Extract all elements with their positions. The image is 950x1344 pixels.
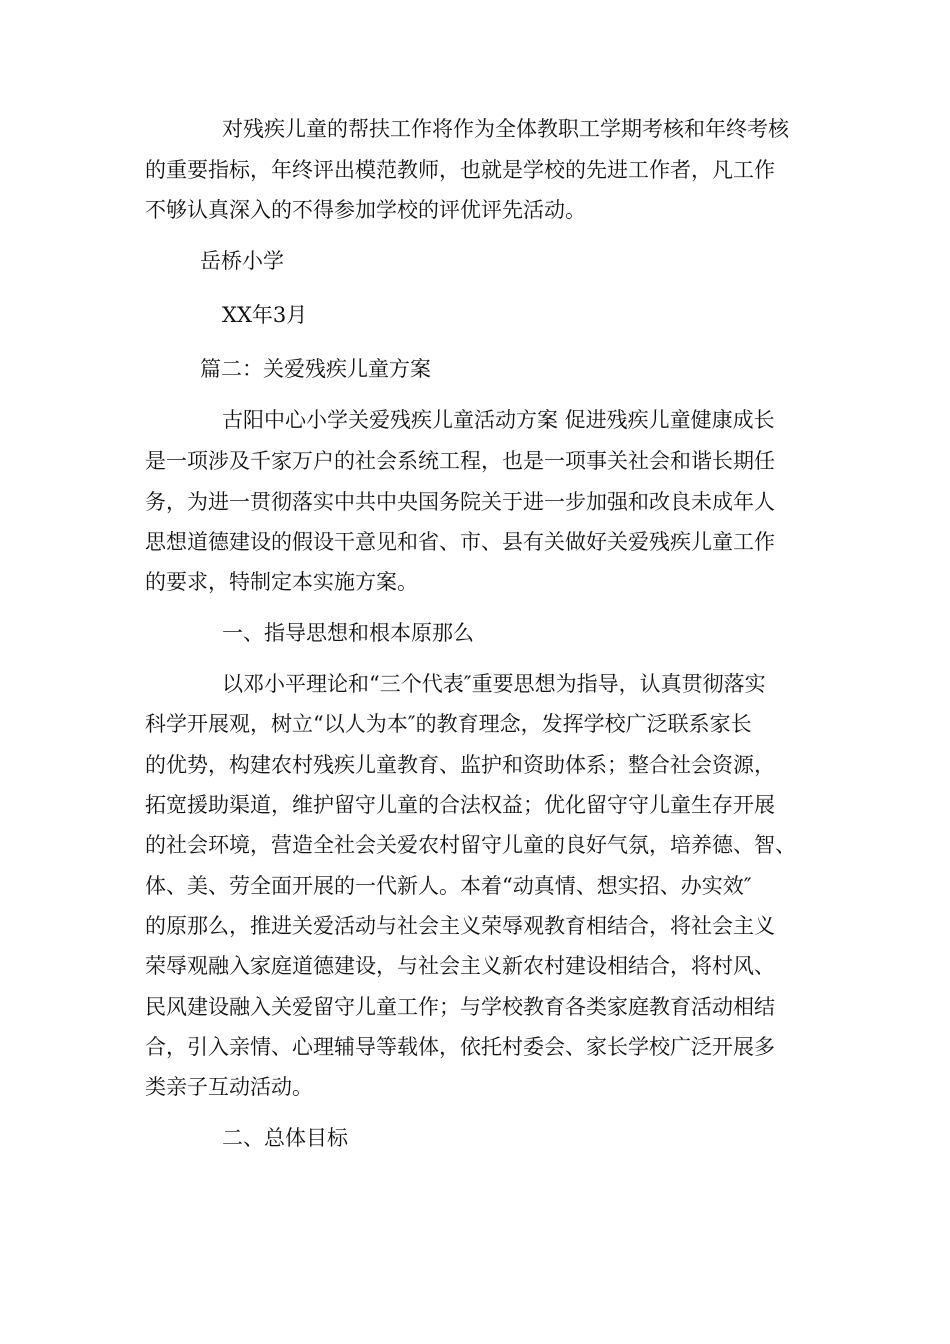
paragraph-line: 古阳中心小学关爱残疾儿童活动方案 促进残疾儿童健康成长 (222, 408, 775, 432)
paragraph-line: 的要求，特制定本实施方案。 (145, 570, 418, 594)
section-title: 一、指导思想和根本原那么 (222, 621, 474, 645)
paragraph-line: 拓宽援助渠道，维护留守儿童的合法权益；优化留守守儿童生存开展 (145, 793, 775, 817)
paragraph-line: 体、美、劳全面开展的一代新人。本着“动真情、想实招、办实效″ (145, 874, 752, 898)
paragraph-line: 不够认真深入的不得参加学校的评优评先活动。 (145, 198, 586, 222)
signature-date: XX年3月 (222, 303, 308, 327)
paragraph-line: 合，引入亲情、心理辅导等载体，依托村委会、家长学校广泛开展多 (145, 1035, 775, 1059)
paragraph-line: 的优势，构建农村残疾儿童教育、监护和资助体系；整合社会资源， (145, 753, 775, 777)
signature-school: 岳桥小学 (200, 249, 284, 273)
paragraph-line: 思想道德建设的假设干意见和省、市、县有关做好关爱残疾儿童工作 (145, 530, 775, 554)
paragraph-line: 的原那么，推进关爱活动与社会主义荣辱观教育相结合，将社会主义 (145, 914, 775, 938)
paragraph-line: 的重要指标，年终评出模范教师，也就是学校的先进工作者，凡工作 (145, 158, 775, 182)
paragraph-line: 对残疾儿童的帮扶工作将作为全体教职工学期考核和年终考核 (222, 117, 789, 141)
paragraph-line: 务，为进一贯彻落实中共中央国务院关于进一步加强和改良未成年人 (145, 490, 775, 514)
paragraph-line: 的社会环境，营造全社会关爱农村留守儿童的良好气氛，培养德、智、 (145, 833, 796, 857)
paragraph-line: 民风建设融入关爱留守儿童工作；与学校教育各类家庭教育活动相结 (145, 995, 775, 1019)
paragraph-line: 荣辱观融入家庭道德建设，与社会主义新农村建设相结合，将村风、 (145, 954, 775, 978)
part-title: 篇二：关爱残疾儿童方案 (200, 357, 431, 381)
paragraph-line: 是一项涉及千家万户的社会系统工程，也是一项事关社会和谐长期任 (145, 449, 775, 473)
paragraph-line: 以邓小平理论和“三个代表″重要思想为指导，认真贯彻落实 (222, 672, 766, 696)
paragraph-line: 科学开展观，树立“以人为本″的教育理念，发挥学校广泛联系家长 (145, 712, 752, 736)
paragraph-line: 类亲子互动活动。 (145, 1075, 313, 1099)
section-title: 二、总体目标 (222, 1126, 348, 1150)
